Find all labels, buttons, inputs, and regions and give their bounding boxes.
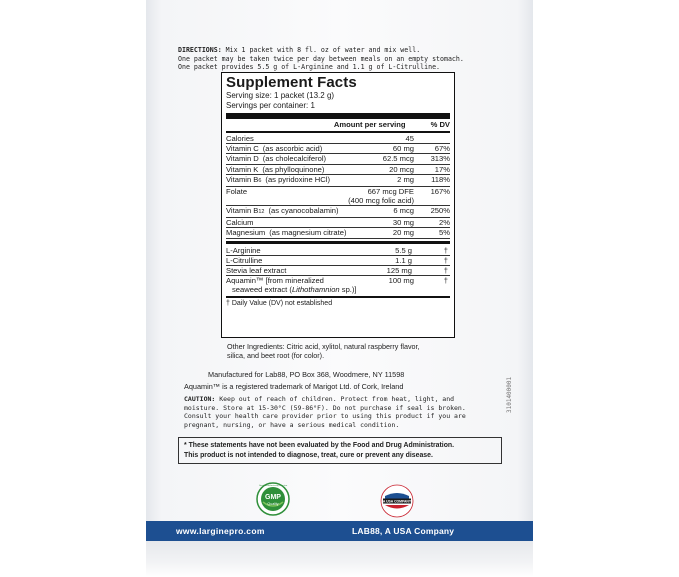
fda-disclaimer: * These statements have not been evaluated by the Food and Drug Administration. This product is not intended to diagnose, treat, cure or prevent any disease.: [178, 437, 502, 464]
ingredient-row: L-Arginine 5.5 g †: [226, 245, 448, 255]
company-name: LAB88, A USA Company: [352, 526, 455, 536]
website-url: www.larginepro.com: [176, 526, 265, 536]
calories-row: Calories 45: [226, 133, 450, 144]
directions-text: DIRECTIONS: Mix 1 packet with 8 fl. oz of water and mix well. One packet may be taken twice per day between meals on an empty stomach. One packet provides 5.5 g of L-Arginine and 1.1 g of L-Citrulline.: [178, 46, 464, 72]
divider: [226, 241, 450, 244]
trademark-note: Aquamin™ is a registered trademark of Marigot Ltd. of Cork, Ireland: [184, 382, 404, 391]
gmp-badge-bottom: Quality: [267, 502, 279, 506]
divider: [226, 113, 450, 119]
dv-footnote: † Daily Value (DV) not established: [226, 296, 450, 309]
servings-per-container: Servings per container: 1: [226, 101, 315, 110]
supplement-facts-panel: [221, 72, 455, 338]
ingredient-row: Stevia leaf extract 125 mg †: [226, 266, 448, 276]
nutrient-row: Vitamin B6 (as pyridoxine HCl) 2 mg 118%: [226, 175, 450, 187]
usa-company-badge-icon: [380, 484, 414, 518]
nutrient-row: Vitamin B12 (as cyanocobalamin) 6 mcg 250%: [226, 206, 450, 218]
nutrient-row: Vitamin K (as phylloquinone) 20 mcg 17%: [226, 164, 450, 174]
nutrient-row: Vitamin D (as cholecalciferol) 62.5 mcg 313%: [226, 154, 450, 164]
gmp-badge-ring: Good Manufacturing Practice: [258, 485, 288, 488]
aquamin-row: Aquamin™ [from mineralized seaweed extract (Lithothamnion sp.)] 100 mg †: [226, 276, 448, 295]
other-ingredients: Other Ingredients: Citric acid, xylitol, natural raspberry flavor, silica, and beet root (for color).: [227, 342, 420, 361]
ingredient-row: L-Citrulline 1.1 g †: [226, 255, 448, 265]
caution-text: CAUTION: Keep out of reach of children. Protect from heat, light, and moisture. Store at 15-30°C (59-86°F). Do not purchase if seal is broken. Consult your health care provider prior to using this product if you are pregnant, nursing, or have a serious medical condition.: [184, 395, 466, 429]
usa-badge-text: A USA COMPANY: [382, 499, 412, 504]
nutrient-row: Vitamin C (as ascorbic acid) 60 mg 67%: [226, 144, 450, 154]
packet-bottom-shadow: [146, 541, 533, 577]
folate-row: Folate 667 mcg DFE 167% (400 mcg folic acid): [226, 187, 450, 206]
gmp-quality-badge-icon: [256, 482, 290, 516]
manufacturer-address: Manufactured for Lab88, PO Box 368, Woodmere, NY 11598: [208, 370, 405, 379]
lot-number: 3101400001: [506, 376, 513, 413]
gmp-badge-top: GMP: [265, 494, 281, 501]
serving-size: Serving size: 1 packet (13.2 g): [226, 91, 335, 100]
supplement-facts-title: Supplement Facts: [226, 74, 357, 91]
footer-bar: [146, 521, 533, 541]
nutrient-row: Magnesium (as magnesium citrate) 20 mg 5%: [226, 228, 450, 238]
facts-header: Amount per serving % DV: [226, 120, 450, 133]
nutrient-row: Calcium 30 mg 2%: [226, 218, 450, 228]
